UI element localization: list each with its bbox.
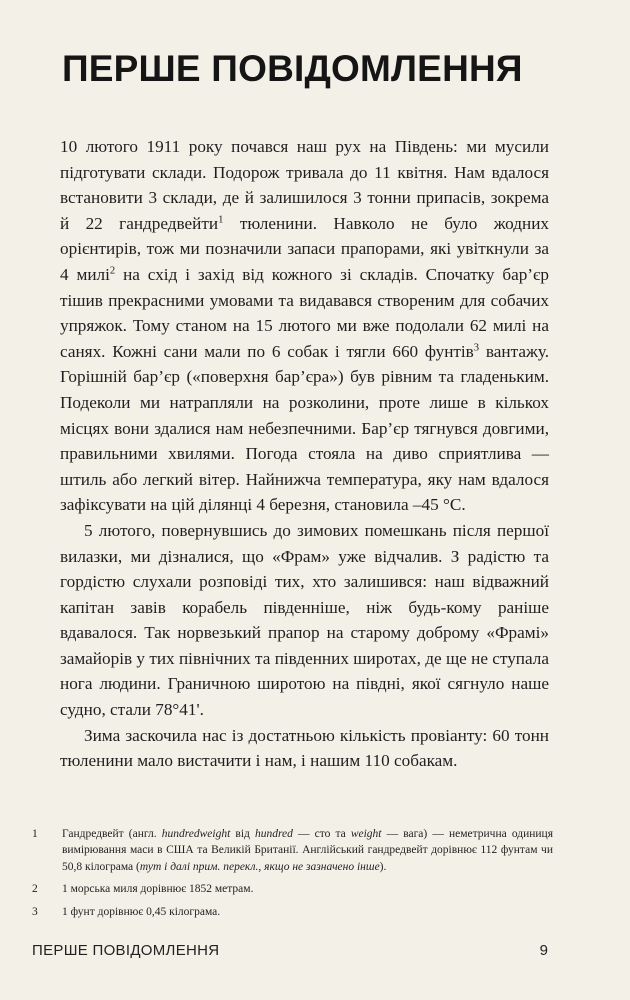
footnote-italic-term: hundred bbox=[255, 828, 293, 840]
footnote-text: 1 морська миля дорівнює 1852 метрам. bbox=[62, 883, 254, 896]
footnote-text-part: ). bbox=[379, 860, 387, 873]
paragraph-1 bbox=[60, 134, 549, 518]
paragraph-1-part-b: тюленини. Навколо не було жодних орієнтирів, тож ми позначили запаси прапорами, які увіткнули за 4 милі bbox=[60, 213, 549, 284]
footnote-mark-2: 2 bbox=[109, 265, 116, 277]
footnote-2 bbox=[32, 881, 553, 897]
footnote-3 bbox=[32, 904, 553, 920]
running-title: ПЕРШЕ ПОВІДОМЛЕННЯ bbox=[32, 942, 220, 959]
body-text bbox=[60, 134, 549, 774]
footnote-text-part: від bbox=[230, 828, 255, 840]
footnote-text-part: — сто та bbox=[292, 828, 351, 840]
footnote-mark-1: 1 bbox=[218, 214, 224, 226]
footnote-text-part: — вага) — неметрична одиниця вимірювання маси в США та Великій Британії. Англійський гандредвейт дорівнює 112 фунтам чи 50,8 кілограма ( bbox=[62, 828, 553, 873]
footnote-number: 3 bbox=[32, 905, 38, 918]
chapter-heading: ПЕРШЕ ПОВІДОМЛЕННЯ bbox=[62, 48, 523, 89]
footnote-italic-note: тут і далі прим. перекл., якщо не зазначено інше bbox=[139, 860, 380, 873]
footnote-italic-term: hundredweight bbox=[161, 828, 231, 840]
paragraph-2: 5 лютого, повернувшись до зимових помешкань після першої вилазки, ми дізналися, що «Фрам» уже відчалив. З радістю та гордістю слухали розповіді тих, хто залишився: наш відважний капітан завів корабель південніше, ніж будь-кому раніше вдавалося. Так норвезький прапор на старому доброму «Фрамі» замайорів у тих північних та південних широтах, де ще не ступала нога людини. Граничною широтою на півдні, якої сягнуло наше судно, стали 78°41'. bbox=[60, 520, 549, 720]
paragraph-1-part-d: вантажу. Горішній бар’єр («поверхня бар’єра») був рівним та гладеньким. Подеколи ми натрапляли на розколини, проте лише в кількох місцях вони здалися нам небезпечними. Бар’єр тягнувся довгими, правильними хвилями. Погода стояла на диво сприятлива — штиль або легкий вітер. Найнижча температура, яку нам вдалося зафіксувати на цій ділянці 4 березня, становила –45 °С. bbox=[60, 341, 549, 515]
paragraph-3: Зима заскочила нас із достатньою кількість провіанту: 60 тонн тюленини мало вистачити і нам, і нашим 110 собакам. bbox=[60, 725, 549, 771]
footnote-mark-3: 3 bbox=[473, 342, 480, 354]
footnote-text-part: Гандредвейт (англ. bbox=[62, 828, 162, 840]
page-number: 9 bbox=[539, 942, 548, 959]
footnote-text: 1 фунт дорівнює 0,45 кілограма. bbox=[62, 905, 221, 918]
footnote-number: 2 bbox=[32, 883, 38, 896]
footnote-italic-term: weight bbox=[350, 828, 382, 840]
footnote-text bbox=[62, 826, 553, 875]
footnotes bbox=[32, 826, 553, 926]
footnote-number: 1 bbox=[32, 828, 38, 840]
footnote-1 bbox=[32, 826, 553, 875]
paragraph-1-part-a: 10 лютого 1911 року почався наш рух на Південь: ми мусили підготувати склади. Подорож тривала до 11 квітня. Нам вдалося встановити 3 склади, де й залишилося 3 тонни припасів, зокрема й 22 гандредвейти bbox=[60, 137, 549, 233]
paragraph-1-part-c: на схід і захід від кожного зі складів. Спочатку бар’єр тішив прекрасними умовами та видавався створеним для собачих упряжок. Тому станом на 15 лютого ми вже подолали 62 милі на санях. Кожні сани мали по 6 собак і тягли 660 фунтів bbox=[60, 264, 549, 361]
